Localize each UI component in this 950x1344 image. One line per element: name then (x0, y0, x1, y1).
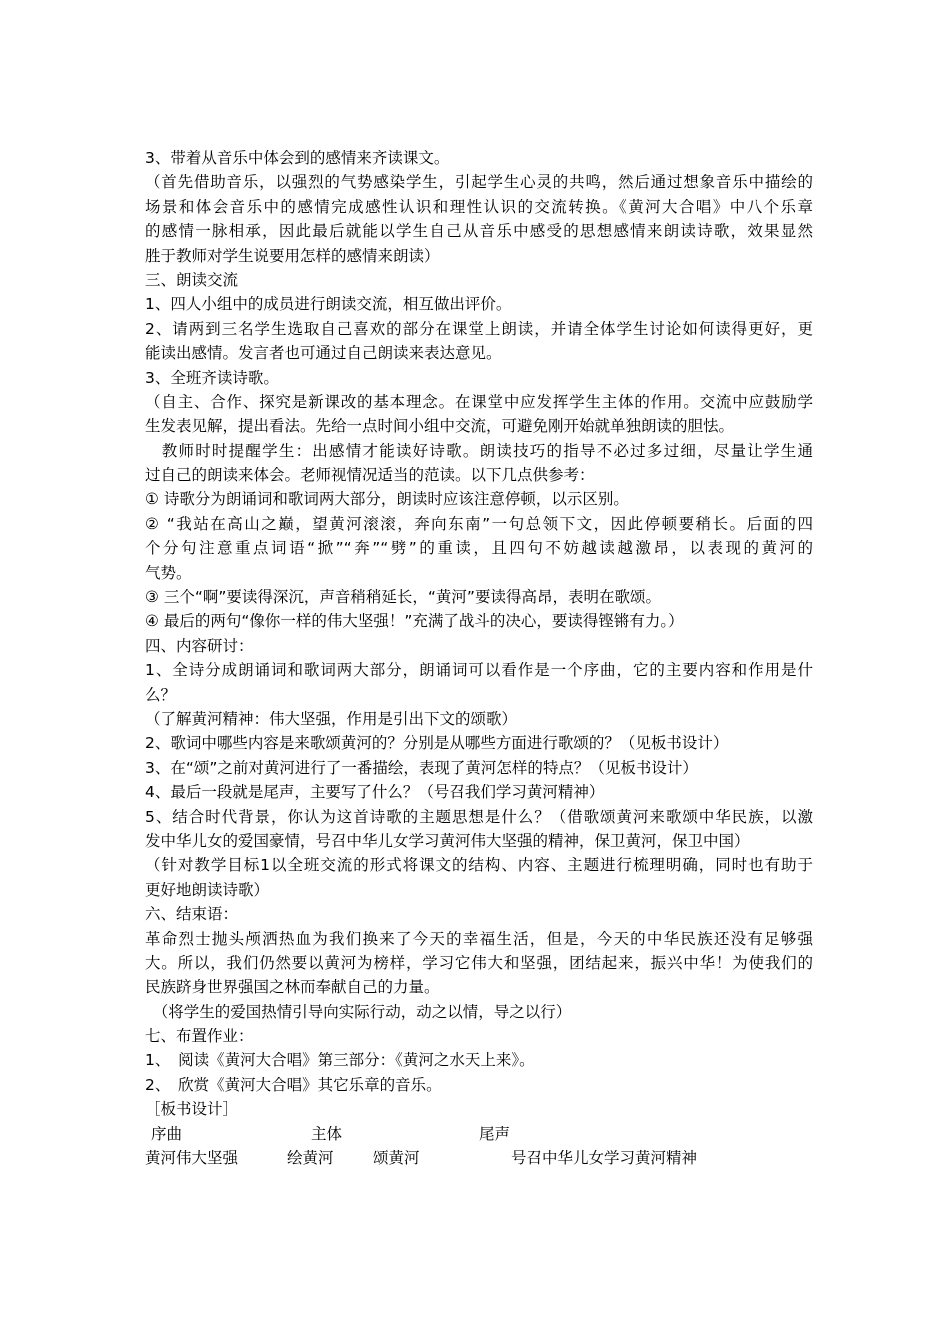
text-line: 4、最后一段就是尾声，主要写了什么？（号召我们学习黄河精神） (145, 783, 605, 802)
text-line: 过自己的朗读来体会。老师视情况适当的范读。以下几点供参考： (145, 466, 595, 485)
text-line: 3、带着从音乐中体会到的感情来齐读课文。 (145, 149, 450, 167)
text-line: 5、结合时代背景，你认为这首诗歌的主题思想是什么？（借歌颂黄河来歌颂中华民族，以激 (145, 807, 813, 826)
text-line: 个分句注意重点词语“掀”“奔”“劈”的重读，且四句不妨越读越激昂，以表现的黄河的 (145, 539, 813, 558)
board-content-cell: 号召中华儿女学习黄河精神 (511, 1149, 698, 1168)
text-line: 更好地朗读诗歌） (145, 880, 270, 899)
text-line: 2、请两到三名学生选取自己喜欢的部分在课堂上朗读，并请全体学生讨论如何读得更好，更 (145, 319, 813, 338)
text-line: 2、 欣赏《黄河大合唱》其它乐章的音乐。 (145, 1075, 442, 1094)
text-line: 1、四人小组中的成员进行朗读交流，相互做出评价。 (145, 295, 512, 314)
board-header-cell: 主体 (311, 1124, 343, 1143)
text-line: 2、歌词中哪些内容是来歌颂黄河的？分别是从哪些方面进行歌颂的？（见板书设计） (145, 734, 729, 753)
text-line: ④ 最后的两句“像你一样的伟大坚强！”充满了战斗的决心，要读得铿锵有力。） (145, 612, 684, 631)
text-line: （自主、合作、探究是新课改的基本理念。在课堂中应发挥学生主体的作用。交流中应鼓励学 (145, 392, 813, 411)
text-line: 大。所以，我们仍然要以黄河为榜样，学习它伟大和坚强，团结起来，振兴中华！为使我们的 (145, 953, 813, 972)
text-line: ［板书设计］ (145, 1100, 239, 1119)
board-content-cell: 黄河伟大坚强 (145, 1149, 239, 1168)
document-page (145, 146, 813, 1170)
text-line: 民族跻身世界强国之林而奉献自己的力量。 (145, 978, 440, 997)
text-line: 么？ (145, 685, 177, 704)
text-line: 3、全班齐读诗歌。 (145, 368, 279, 387)
board-header-cell: 尾声 (479, 1124, 511, 1143)
text-line: （将学生的爱国热情引导向实际行动，动之以情，导之以行） (145, 1002, 572, 1021)
board-header-row (145, 1122, 813, 1146)
text-line: 场景和体会音乐中的感情完成感性认识和理性认识的交流转换。《黄河大合唱》中八个乐章 (145, 197, 813, 216)
board-content-cell: 颂黄河 (373, 1149, 420, 1168)
text-line: 1、全诗分成朗诵词和歌词两大部分，朗诵词可以看作是一个序曲，它的主要内容和作用是什 (145, 661, 813, 680)
text-line: 七、布置作业： (145, 1027, 254, 1046)
text-line: 1、 阅读《黄河大合唱》第三部分：《黄河之水天上来》。 (145, 1051, 535, 1070)
text-line: （首先借助音乐，以强烈的气势感染学生，引起学生心灵的共鸣，然后通过想象音乐中描绘的 (145, 173, 813, 192)
text-line: 生发表见解，提出看法。先给一点时间小组中交流，可避免刚开始就单独朗读的胆怯。 (145, 417, 735, 436)
text-line: 发中华儿女的爱国豪情，号召中华儿女学习黄河伟大坚强的精神，保卫黄河，保卫中国） (145, 831, 750, 850)
text-line: 能读出感情。发言者也可通过自己朗读来表达意见。 (145, 344, 502, 363)
text-line: 气势。 (145, 563, 192, 582)
text-line: ② “我站在高山之巅，望黄河滚滚，奔向东南”一句总领下文，因此停顿要稍长。后面的四 (145, 514, 813, 533)
text-line: ① 诗歌分为朗诵词和歌词两大部分，朗读时应该注意停顿，以示区别。 (145, 490, 629, 509)
text-line: 3、在“颂”之前对黄河进行了一番描绘，表现了黄河怎样的特点？（见板书设计） (145, 758, 698, 777)
board-header-cell: 序曲 (151, 1124, 183, 1143)
text-line: 三、朗读交流 (145, 270, 239, 289)
text-line: 六、结束语： (145, 905, 239, 924)
board-content-cell: 绘黄河 (287, 1149, 334, 1168)
text-line: 胜于教师对学生说要用怎样的感情来朗读） (145, 246, 440, 265)
board-content-row (145, 1146, 813, 1170)
text-line: ③ 三个“啊”要读得深沉，声音稍稍延长，“黄河”要读得高昂，表明在歌颂。 (145, 588, 661, 607)
text-line: （针对教学目标1以全班交流的形式将课文的结构、内容、主题进行梳理明确，同时也有助于 (145, 856, 813, 875)
text-line: 的感情一脉相承，因此最后就能以学生自己从音乐中感受的思想感情来朗读诗歌，效果显然 (145, 222, 813, 241)
text-line: 教师时时提醒学生：出感情才能读好诗歌。朗读技巧的指导不必过多过细，尽量让学生通 (145, 441, 813, 460)
text-line: 革命烈士抛头颅洒热血为我们换来了今天的幸福生活，但是，今天的中华民族还没有足够强 (145, 929, 813, 948)
text-line: 四、内容研讨： (145, 636, 254, 655)
text-line: （了解黄河精神：伟大坚强，作用是引出下文的颂歌） (145, 709, 518, 728)
